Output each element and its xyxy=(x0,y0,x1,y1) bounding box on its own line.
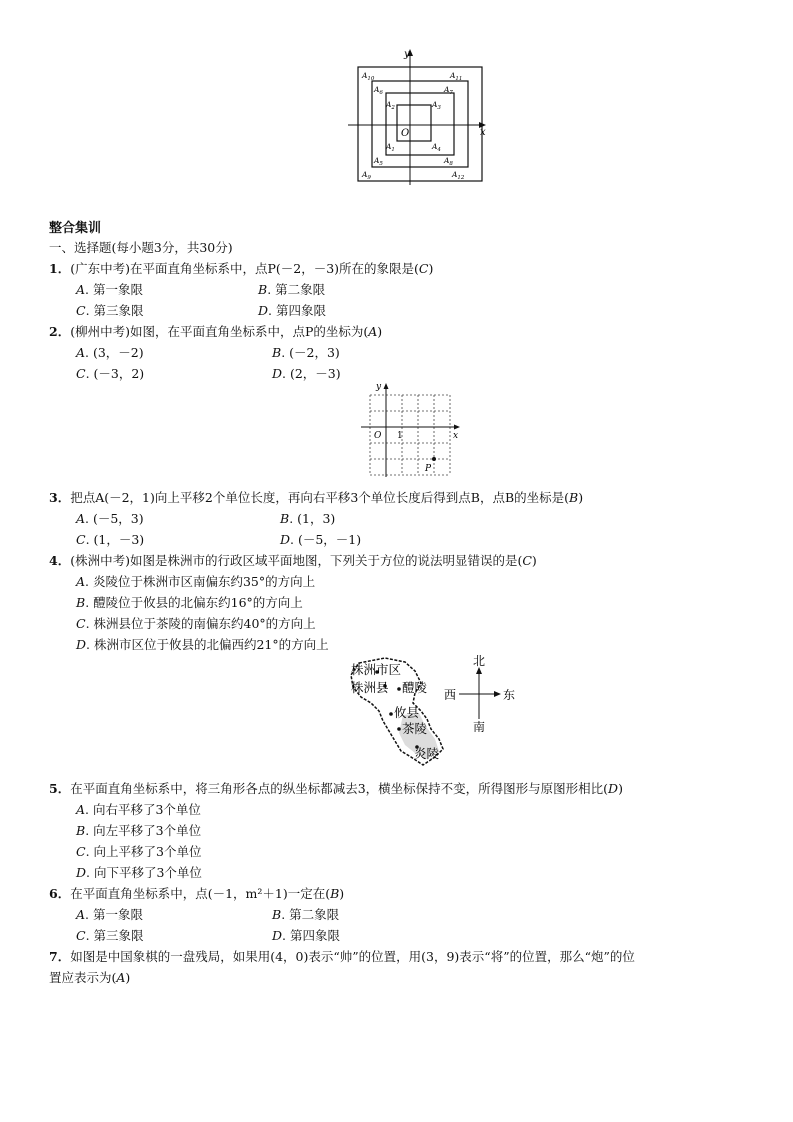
option-c xyxy=(76,842,201,860)
question-number: 3． xyxy=(49,490,71,505)
option-text: . 第一象限 xyxy=(85,282,143,297)
section-title: 整合集训 xyxy=(49,221,102,236)
label-a9: $A_9$ xyxy=(362,170,371,181)
option-key: B xyxy=(76,823,86,838)
option-d xyxy=(280,530,361,548)
answer: A xyxy=(368,324,378,339)
label-a1: $A_1$ xyxy=(386,142,395,153)
option-b xyxy=(258,280,325,298)
option-text: . (1，－3) xyxy=(85,532,145,547)
option-a xyxy=(76,800,201,818)
question-4 xyxy=(49,551,537,569)
option-key: D xyxy=(272,366,283,381)
place-label-zhuzhou-county: 株洲县 xyxy=(351,680,389,695)
y-axis-arrow xyxy=(384,383,389,389)
close-paren: ) xyxy=(339,886,345,901)
option-key: B xyxy=(280,511,290,526)
close-paren: ) xyxy=(618,781,623,796)
option-text: . 醴陵位于攸县的北偏东约16°的方向上 xyxy=(85,595,303,610)
question-number: 7． xyxy=(49,949,71,964)
compass-north-arrow xyxy=(476,667,482,674)
answer: B xyxy=(569,490,579,505)
option-b xyxy=(76,821,201,839)
option-b xyxy=(272,905,339,923)
question-text-continued: 置应表示为( xyxy=(49,970,117,985)
option-text: . 第二象限 xyxy=(281,907,340,922)
option-key: C xyxy=(76,532,86,547)
option-key: B xyxy=(272,907,282,922)
option-text: . (－2，3) xyxy=(281,345,340,360)
option-text: . (2，－3) xyxy=(282,366,341,381)
option-key: D xyxy=(258,303,269,318)
option-c xyxy=(76,364,144,382)
question-number: 2． xyxy=(49,324,71,339)
question-1 xyxy=(49,259,433,277)
question-text: 在平面直角坐标系中，将三角形各点的纵坐标都减去3，横坐标保持不变，所得图形与原图形相比( xyxy=(70,781,609,796)
dot-chaling xyxy=(397,727,401,731)
option-key: B xyxy=(76,595,86,610)
close-paren: ) xyxy=(531,553,537,568)
option-key: C xyxy=(76,616,86,631)
option-text: . (－5，3) xyxy=(85,511,144,526)
label-a12: $A_{12}$ xyxy=(452,170,465,181)
option-key: D xyxy=(272,928,283,943)
answer: C xyxy=(418,261,429,276)
place-label-yanling: 炎陵 xyxy=(414,746,440,761)
compass-west: 西 xyxy=(444,688,457,702)
question-number: 1． xyxy=(49,261,71,276)
option-c xyxy=(76,614,316,632)
nested-squares-figure xyxy=(340,45,500,190)
compass-east-arrow xyxy=(494,691,501,697)
label-a6: $A_6$ xyxy=(374,85,383,96)
close-paren: ) xyxy=(377,324,383,339)
dot-liling xyxy=(397,687,401,691)
option-text: . 向右平移了3个单位 xyxy=(85,802,201,817)
label-a5: $A_5$ xyxy=(374,156,383,167)
question-7-continued xyxy=(49,968,130,986)
question-7 xyxy=(49,947,635,965)
close-paren: ) xyxy=(578,490,584,505)
option-text: . 株洲县位于茶陵的南偏东约40°的方向上 xyxy=(85,616,316,631)
grid-lines xyxy=(370,395,450,475)
option-a xyxy=(76,280,143,298)
option-c xyxy=(76,926,144,944)
option-d xyxy=(272,926,340,944)
tick-label-1: 1 xyxy=(397,431,403,441)
label-a7: $A_7$ xyxy=(444,85,453,96)
label-a2: $A_2$ xyxy=(386,100,395,111)
option-text: . 向下平移了3个单位 xyxy=(86,865,202,880)
option-key: D xyxy=(280,532,291,547)
option-key: B xyxy=(272,345,282,360)
option-b xyxy=(76,593,303,611)
option-c xyxy=(76,301,144,319)
label-a8: $A_8$ xyxy=(444,156,453,167)
x-label: x xyxy=(453,431,459,441)
option-text: . 第二象限 xyxy=(267,282,326,297)
answer: B xyxy=(330,886,340,901)
option-key: C xyxy=(76,928,86,943)
x-label: x xyxy=(480,127,486,138)
y-label: y xyxy=(404,49,410,60)
option-text: . 向左平移了3个单位 xyxy=(85,823,202,838)
option-key: A xyxy=(76,345,86,360)
place-label-chaling: 茶陵 xyxy=(402,721,428,736)
option-a xyxy=(76,905,143,923)
label-a3: $A_3$ xyxy=(432,100,441,111)
option-text: . 第三象限 xyxy=(85,928,144,943)
option-key: A xyxy=(76,907,86,922)
option-a xyxy=(76,509,144,527)
option-key: D xyxy=(76,637,87,652)
option-key: D xyxy=(76,865,87,880)
option-key: C xyxy=(76,303,86,318)
label-a11: $A_{11}$ xyxy=(450,71,463,82)
option-key: B xyxy=(258,282,268,297)
square-inner xyxy=(386,93,454,155)
option-d xyxy=(76,635,329,653)
option-text: . (1，3) xyxy=(289,511,336,526)
label-a4: $A_4$ xyxy=(432,142,441,153)
place-label-liling: 醴陵 xyxy=(402,680,428,695)
answer: C xyxy=(522,553,532,568)
question-text: 在平面直角坐标系中，点(－1，m²＋1)一定在( xyxy=(70,886,331,901)
close-paren: ) xyxy=(125,970,131,985)
question-text: (柳州中考)如图，在平面直角坐标系中，点P的坐标为( xyxy=(70,324,369,339)
point-p xyxy=(432,457,436,461)
option-key: A xyxy=(76,802,86,817)
compass-east: 东 xyxy=(503,688,516,702)
answer: D xyxy=(608,781,619,796)
option-a xyxy=(76,572,315,590)
option-text: . 炎陵位于株洲市区南偏东约35°的方向上 xyxy=(85,574,316,589)
question-text: 把点A(－2，1)向上平移2个单位长度，再向右平移3个单位长度后得到点B，点B的坐标是( xyxy=(70,490,570,505)
option-key: A xyxy=(76,574,86,589)
option-key: A xyxy=(76,282,86,297)
option-text: . 第三象限 xyxy=(85,303,144,318)
y-label: y xyxy=(376,382,382,392)
label-a10: $A_{10}$ xyxy=(362,71,375,82)
grid-figure xyxy=(355,380,465,480)
option-text: . (3，－2) xyxy=(85,345,144,360)
place-label-youxian: 攸县 xyxy=(394,705,420,720)
part-title: 一、选择题(每小题3分，共30分) xyxy=(49,240,233,255)
answer: A xyxy=(116,970,126,985)
option-b xyxy=(280,509,335,527)
question-number: 5． xyxy=(49,781,71,796)
zhuzhou-map-figure xyxy=(345,653,530,770)
option-text: . 第一象限 xyxy=(85,907,143,922)
origin-label: O xyxy=(401,128,410,139)
question-2 xyxy=(49,322,382,340)
option-text: . 株洲市区位于攸县的北偏西约21°的方向上 xyxy=(86,637,329,652)
option-a xyxy=(76,343,144,361)
question-text: (株洲中考)如图是株洲市的行政区域平面地图，下列关于方位的说法明显错误的是( xyxy=(70,553,523,568)
compass-south: 南 xyxy=(473,720,486,734)
question-6 xyxy=(49,884,344,902)
question-number: 6． xyxy=(49,886,71,901)
option-key: A xyxy=(76,511,86,526)
point-p-label: P xyxy=(425,464,432,474)
option-key: C xyxy=(76,366,86,381)
question-number: 4． xyxy=(49,553,71,568)
option-c xyxy=(76,530,144,548)
option-key: C xyxy=(76,844,86,859)
option-b xyxy=(272,343,340,361)
dot-youxian xyxy=(389,712,393,716)
option-d xyxy=(272,364,341,382)
question-3 xyxy=(49,488,583,506)
option-text: . (－3，2) xyxy=(85,366,145,381)
option-text: . 第四象限 xyxy=(282,928,340,943)
question-text: 如图是中国象棋的一盘残局，如果用(4，0)表示“帅”的位置，用(3，9)表示“将”的位置，那么“炮”的位 xyxy=(70,949,635,964)
option-d xyxy=(76,863,202,881)
option-d xyxy=(258,301,326,319)
compass-north: 北 xyxy=(473,654,486,668)
place-label-zhuzhou-city: 株洲市区 xyxy=(351,662,402,677)
option-text: . 第四象限 xyxy=(268,303,326,318)
question-text: (广东中考)在平面直角坐标系中，点P(－2，－3)所在的象限是( xyxy=(70,261,419,276)
close-paren: ) xyxy=(428,261,434,276)
option-text: . 向上平移了3个单位 xyxy=(85,844,202,859)
option-text: . (－5，－1) xyxy=(290,532,362,547)
origin-label: O xyxy=(374,431,382,441)
x-axis-arrow xyxy=(454,425,460,430)
question-5 xyxy=(49,779,623,797)
